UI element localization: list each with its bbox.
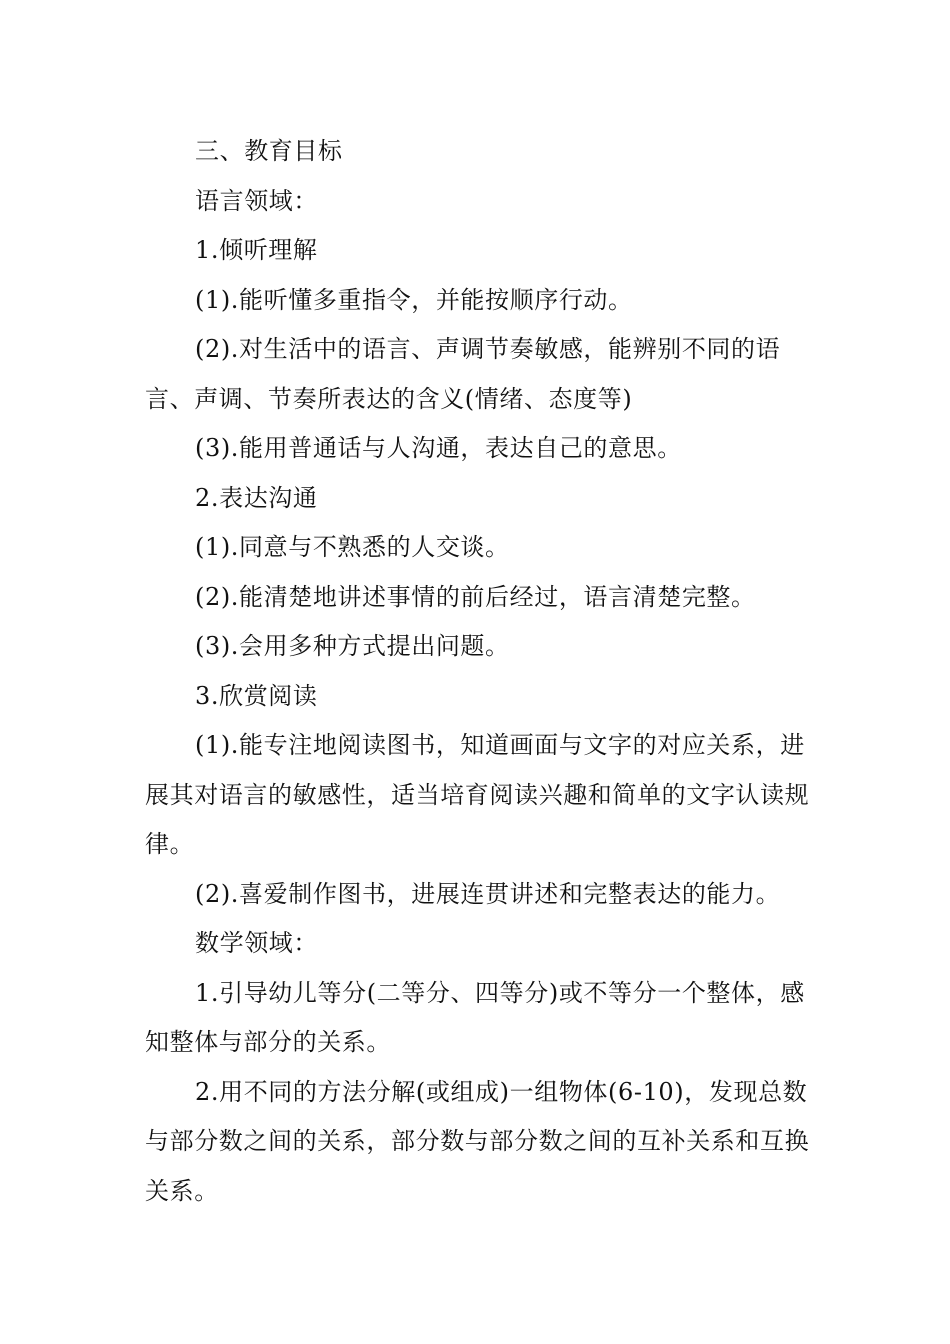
domain-heading-language: 语言领域： [195,186,318,215]
paragraph: (1).能听懂多重指令，并能按顺序行动。 [195,285,633,314]
subheading-reading: 3.欣赏阅读 [195,681,318,710]
subheading-expression: 2.表达沟通 [195,483,318,512]
paragraph: (2).喜爱制作图书，进展连贯讲述和完整表达的能力。 [195,879,781,908]
paragraph: 2.用不同的方法分解(或组成)一组物体(6-10)，发现总数与部分数之间的关系，部分数与部分数之间的互补关系和互换关系。 [145,1077,810,1205]
paragraph: (3).能用普通话与人沟通，表达自己的意思。 [195,434,682,462]
paragraph: (2).能清楚地讲述事情的前后经过，语言清楚完整。 [195,582,756,611]
subheading-listening: 1.倾听理解 [195,236,318,264]
paragraph: 1.引导幼儿等分(二等分、四等分)或不等分一个整体，感知整体与部分的关系。 [145,978,805,1056]
paragraph: (2).对生活中的语言、声调节奏敏感，能辨别不同的语言、声调、节奏所表达的含义(情绪、态度等) [145,335,781,413]
paragraph: (3).会用多种方式提出问题。 [195,632,510,660]
domain-heading-math: 数学领域： [195,929,318,957]
section-heading: 三、教育目标 [195,137,343,165]
paragraph: (1).能专注地阅读图书，知道画面与文字的对应关系，进展其对语言的敏感性，适当培育阅读兴趣和简单的文字认读规律。 [145,731,810,858]
document-page [145,127,825,1216]
paragraph: (1).同意与不熟悉的人交谈。 [195,533,510,561]
